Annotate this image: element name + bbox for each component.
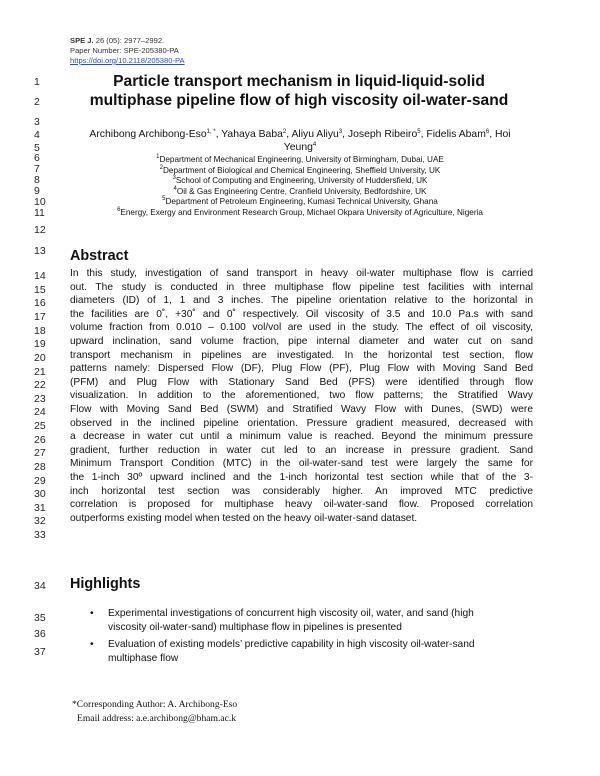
highlight-item xyxy=(90,638,536,665)
abstract-line: Flow with Moving Sand Bed (SWM) and Stratified Wavy Flow with Dunes, (SWD) were xyxy=(70,403,533,415)
line-number: 13 xyxy=(34,245,46,257)
line-number: 1 xyxy=(34,76,40,88)
highlight-line: viscosity oil-water-sand) multiphase flow in pipelines is presented xyxy=(108,621,402,633)
line-number: 32 xyxy=(34,515,46,527)
abstract-line: visualization. In addition to the aforementioned, two flow patterns; the Stratified Wavy xyxy=(70,390,533,402)
line-number: 5 xyxy=(34,142,40,154)
affiliation-text: Department of Mechanical Engineering, University of Birmingham, Dubai, UAE xyxy=(159,155,444,164)
line-number: 8 xyxy=(34,174,40,186)
line-number: 19 xyxy=(34,338,46,350)
highlights-heading: Highlights xyxy=(70,576,141,592)
author-name: Archibong Archibong-Eso xyxy=(89,129,207,140)
author-name: , Hoi xyxy=(489,129,511,140)
affiliation-number: 5 xyxy=(162,196,166,203)
author-name: , Aliyu Aliyu xyxy=(286,129,339,140)
affiliation-text: Energy, Exergy and Environment Research Group, Michael Okpara University of Agriculture, Nigeria xyxy=(120,207,483,217)
author-name: , Yahaya Baba xyxy=(215,129,283,140)
author-affiliation-mark: 5 xyxy=(417,129,421,135)
author-name: , Fidelis Abam xyxy=(420,129,486,140)
abstract-line: patterns namely: Dispersed Flow (DF), Plug Flow (PF), Plug Flow with Moving Sand Bed xyxy=(70,363,533,375)
affiliation-number: 3 xyxy=(172,175,176,182)
affiliation xyxy=(66,176,534,187)
author-name: , Joseph Ribeiro xyxy=(342,129,418,140)
line-number: 9 xyxy=(34,185,40,197)
citation-text: 26 (05): 2977–2992. xyxy=(93,36,165,45)
affiliation-text: School of Computing and Engineering, University of Huddersfield, UK xyxy=(175,176,428,186)
line-number: 35 xyxy=(34,612,46,624)
affiliation xyxy=(66,197,534,208)
abstract-line: volume fraction from 0.010 – 0.100 vol/vol are used in the study. The effect of oil viscosity, xyxy=(70,322,533,334)
abstract-line: inch horizontal test section was considerably higher. An improved MTC predictive xyxy=(70,485,533,497)
line-number: 29 xyxy=(34,475,46,487)
affiliation-text: Department of Biological and Chemical Engineering, Sheffield University, UK xyxy=(163,165,441,175)
line-number: 10 xyxy=(34,196,46,208)
abstract-body xyxy=(70,267,533,525)
author-affiliation-mark: 6 xyxy=(485,129,490,135)
line-number: 7 xyxy=(34,163,40,175)
affiliation xyxy=(66,208,534,219)
corresponding-author: *Corresponding Author: A. Archibong-Eso xyxy=(72,699,238,710)
abstract-line: outperforms existing model when tested on the heavy oil-water-sand dataset. xyxy=(70,512,418,524)
abstract-line: out. The study is conducted in three multiphase flow pipeline test facilities with internal xyxy=(70,281,533,293)
line-number: 30 xyxy=(34,488,46,500)
abstract-line: (PFM) and Plug Flow with Stationary Sand Bed (PFS) were identified through flow xyxy=(70,376,533,388)
journal-citation xyxy=(70,36,185,46)
paper-number: Paper Number: SPE-205380-PA xyxy=(70,46,179,55)
line-number: 23 xyxy=(34,393,46,405)
line-number: 2 xyxy=(34,96,40,108)
line-number: 33 xyxy=(34,529,46,541)
author-list xyxy=(66,128,534,154)
doi-link[interactable]: https://doi.org/10.2118/205380-PA xyxy=(70,56,185,65)
affiliation-text: Oil & Gas Engineering Centre, Cranfield University, Bedfordshire, UK xyxy=(176,186,427,196)
line-number: 28 xyxy=(34,461,46,473)
line-number: 18 xyxy=(34,325,46,337)
abstract-heading: Abstract xyxy=(70,248,129,264)
abstract-line: observed in the inclined pipeline orientation. Pressure gradient measured, decreased with xyxy=(70,417,533,429)
highlights-list xyxy=(90,607,536,669)
line-number: 22 xyxy=(34,379,46,391)
line-number: 14 xyxy=(34,270,46,282)
title-line-1: Particle transport mechanism in liquid-liquid-solid xyxy=(113,73,485,90)
abstract-line: Minimum Transport Condition (MTC) in the oil-water-sand test were largely the same for xyxy=(70,458,533,470)
author-name: Yeung xyxy=(283,142,313,154)
line-number: 4 xyxy=(34,129,40,141)
journal-name: SPE J. xyxy=(70,36,94,45)
line-number: 27 xyxy=(34,447,46,459)
line-number: 17 xyxy=(34,311,46,323)
abstract-line: a decrease in water cut until a minimum value is reached. Beyond the minimum pressure xyxy=(70,431,533,443)
abstract-line: diameters (ID) of 1, 1 and 3 inches. The pipeline orientation relative to the horizontal in xyxy=(70,295,533,307)
line-number: 6 xyxy=(34,152,40,164)
line-number: 34 xyxy=(34,580,46,592)
affiliation xyxy=(66,155,534,166)
authors-line-2 xyxy=(66,141,534,154)
line-number: 12 xyxy=(34,224,46,236)
line-number: 37 xyxy=(34,646,46,658)
abstract-line: In this study, investigation of sand transport in heavy oil-water multiphase flow is carried xyxy=(70,268,533,279)
abstract-line: the facilities are 0˚, +30˚ and 0˚ respectively. Oil viscosity of 3.5 and 10.0 Pa.s with sand xyxy=(70,308,533,320)
paper-title xyxy=(60,72,538,110)
line-number: 24 xyxy=(34,406,46,418)
affiliation-number: 6 xyxy=(117,206,121,213)
line-number: 36 xyxy=(34,628,46,640)
highlight-line: multiphase flow xyxy=(108,652,179,664)
author-affiliation-mark: 2 xyxy=(282,129,287,135)
journal-header xyxy=(70,36,185,66)
affiliation xyxy=(66,166,534,177)
author-affiliation-mark: 4 xyxy=(312,142,317,149)
highlight-item xyxy=(90,607,536,634)
affiliation-number: 1 xyxy=(156,154,160,160)
abstract-line: transport mechanism in pipelines are investigated. In the horizontal test section, flow xyxy=(70,349,533,361)
highlight-line: Evaluation of existing models’ predictive capability in high viscosity oil-water-sand xyxy=(108,639,475,651)
affiliation-number: 4 xyxy=(173,185,177,192)
affiliation xyxy=(66,187,534,198)
title-line-2: multiphase pipeline flow of high viscosity oil-water-sand xyxy=(89,92,509,109)
bullet-icon: • xyxy=(90,639,94,651)
highlight-line: Experimental investigations of concurrent high viscosity oil, water, and sand (high xyxy=(108,608,474,619)
affiliations xyxy=(66,155,534,219)
email-address: Email address: a.e.archibong@bham.ac.k xyxy=(77,713,237,724)
line-number: 31 xyxy=(34,502,46,514)
line-number: 21 xyxy=(34,366,46,378)
abstract-line: gradient, further reduction in water cut led to an increase in pressure gradient. Sand xyxy=(70,444,533,456)
author-affiliation-mark: 3 xyxy=(338,129,343,135)
line-number: 16 xyxy=(34,297,46,309)
abstract-line: upward inclination, sand volume fraction, pipe internal diameter and water cut on sand xyxy=(70,335,533,347)
line-number: 25 xyxy=(34,420,46,432)
line-number: 3 xyxy=(34,116,40,128)
authors-line-1 xyxy=(66,128,534,141)
bullet-icon: • xyxy=(90,608,94,619)
affiliation-number: 2 xyxy=(159,164,164,171)
affiliation-text: Department of Petroleum Engineering, Kumasi Technical University, Ghana xyxy=(165,197,438,207)
line-number: 20 xyxy=(34,352,46,364)
line-number: 15 xyxy=(34,284,46,296)
line-number: 26 xyxy=(34,434,46,446)
abstract-line: correlation is proposed for multiphase heavy oil-water-sand flow. Proposed correlation xyxy=(70,499,533,511)
author-affiliation-mark: 1, * xyxy=(206,129,216,135)
abstract-line: the 1-inch 30º upward inclined and the 1-inch horizontal test section while that of the 3- xyxy=(70,471,533,483)
line-number: 11 xyxy=(34,207,45,219)
footnote xyxy=(72,698,237,726)
